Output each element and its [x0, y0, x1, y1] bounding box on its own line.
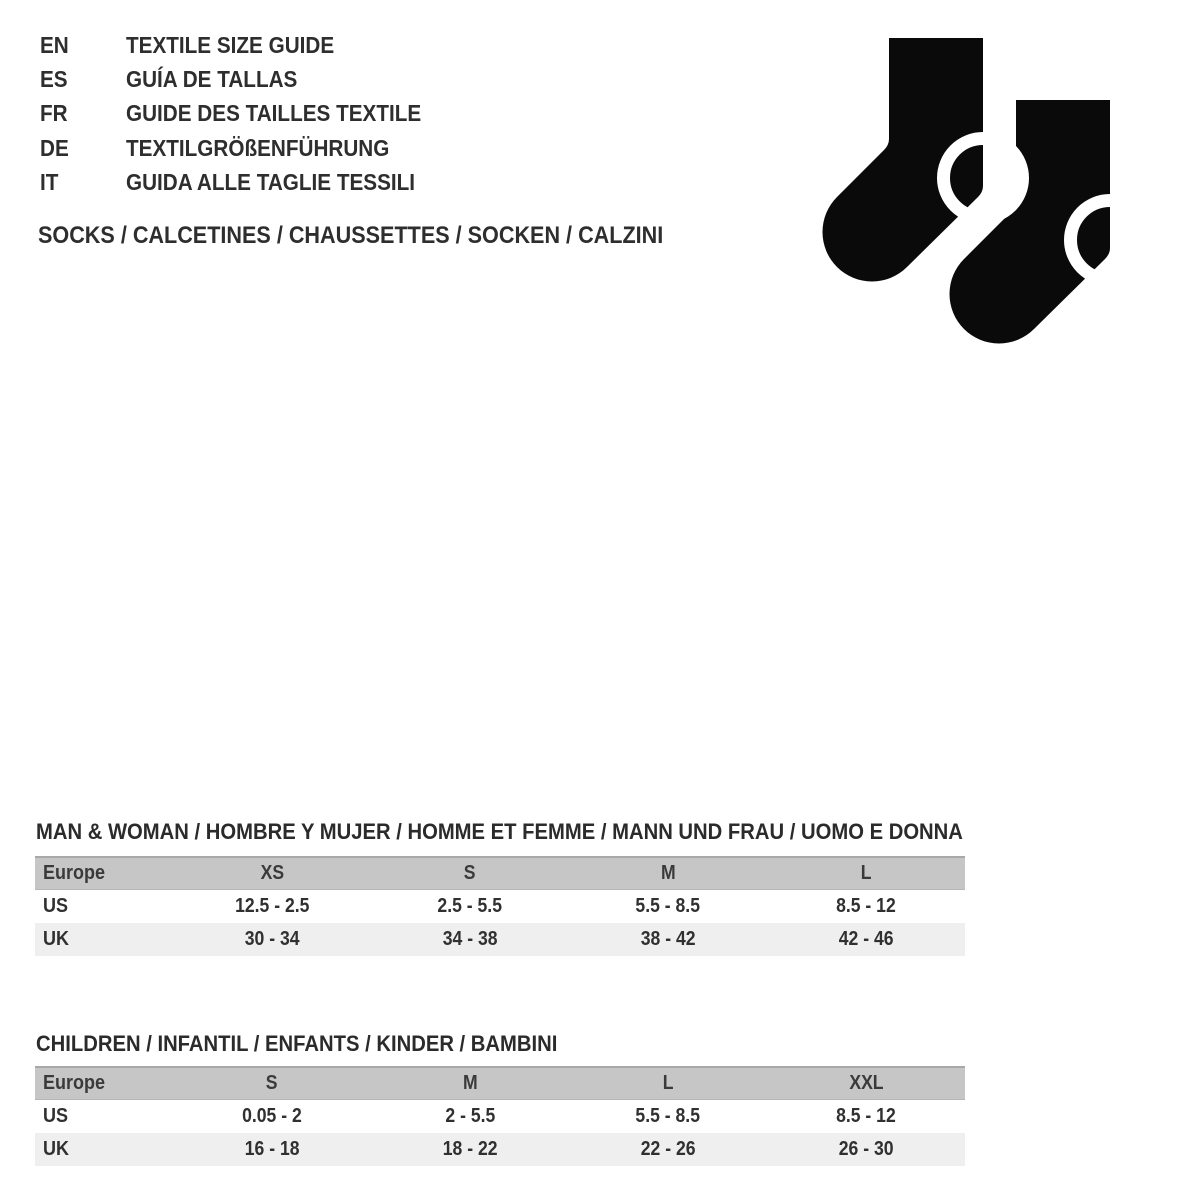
language-label: TEXTILE SIZE GUIDE: [126, 31, 335, 58]
size-cell: 5.5 - 8.5: [635, 895, 701, 917]
language-row-it: [40, 166, 454, 200]
column-header-size: S: [173, 1067, 371, 1100]
row-label: US: [43, 895, 69, 917]
size-cell: 2.5 - 5.5: [437, 895, 503, 917]
size-cell: 42 - 46: [767, 923, 965, 956]
language-code: IT: [40, 169, 59, 196]
adult-table-title: MAN & WOMAN / HOMBRE Y MUJER / HOMME ET FEMME / MANN UND FRAU / UOMO E DONNA: [36, 819, 963, 844]
column-header-size: M: [371, 1067, 569, 1100]
column-header-size: M: [569, 857, 767, 890]
column-header-size: L: [767, 857, 965, 890]
column-header-size: XS: [173, 857, 371, 890]
language-label: TEXTILGRÖßENFÜHRUNG: [126, 134, 390, 161]
size-cell: 16 - 18: [173, 1133, 371, 1166]
language-code: FR: [40, 100, 68, 127]
language-code: ES: [40, 66, 68, 93]
size-cell: 38 - 42: [569, 923, 767, 956]
language-row-es: [40, 62, 454, 96]
adult-header-row: [35, 857, 965, 890]
language-code: EN: [40, 31, 69, 58]
row-label: UK: [35, 1133, 173, 1166]
language-label: GUÍA DE TALLAS: [126, 66, 298, 93]
size-cell: 22 - 26: [569, 1133, 767, 1166]
size-cell: 0.05 - 2: [242, 1105, 302, 1127]
size-cell: 12.5 - 2.5: [234, 895, 310, 917]
column-header-region: Europe: [35, 1067, 173, 1100]
children-size-table: [35, 1066, 965, 1166]
column-header-size: XXL: [767, 1067, 965, 1100]
row-label: US: [43, 1105, 69, 1127]
children-header-row: [35, 1067, 965, 1100]
language-list: [40, 28, 454, 200]
size-cell: 2 - 5.5: [445, 1105, 495, 1127]
size-cell: 26 - 30: [767, 1133, 965, 1166]
socks-icon: [790, 20, 1130, 360]
size-cell: 18 - 22: [371, 1133, 569, 1166]
size-cell: 8.5 - 12: [836, 895, 896, 917]
size-cell: 5.5 - 8.5: [635, 1105, 701, 1127]
language-row-de: [40, 131, 454, 165]
children-us-row: [35, 1100, 965, 1134]
language-code: DE: [40, 134, 69, 161]
adult-us-row: [35, 890, 965, 924]
adult-uk-row: [35, 923, 965, 956]
row-label: UK: [35, 923, 173, 956]
category-line: SOCKS / CALCETINES / CHAUSSETTES / SOCKEN / CALZINI: [38, 222, 664, 249]
language-row-en: [40, 28, 454, 62]
children-uk-row: [35, 1133, 965, 1166]
language-label: GUIDA ALLE TAGLIE TESSILI: [126, 169, 416, 196]
adult-size-table: [35, 856, 965, 956]
column-header-size: S: [371, 857, 569, 890]
size-cell: 30 - 34: [173, 923, 371, 956]
children-table-title: CHILDREN / INFANTIL / ENFANTS / KINDER / BAMBINI: [36, 1031, 558, 1056]
size-cell: 34 - 38: [371, 923, 569, 956]
column-header-size: L: [569, 1067, 767, 1100]
size-cell: 8.5 - 12: [836, 1105, 896, 1127]
language-label: GUIDE DES TAILLES TEXTILE: [126, 100, 422, 127]
language-row-fr: [40, 97, 454, 131]
column-header-region: Europe: [35, 857, 173, 890]
